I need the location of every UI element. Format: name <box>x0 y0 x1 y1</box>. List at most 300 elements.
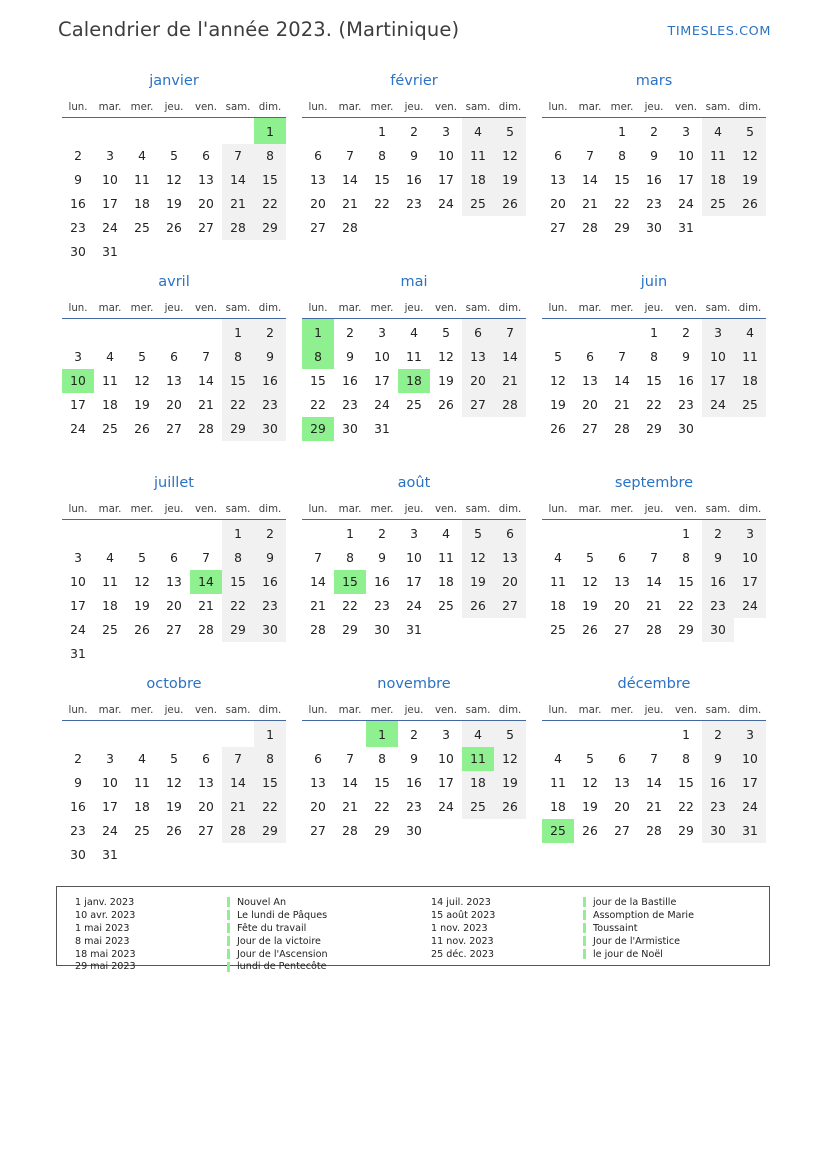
holiday-day-cell[interactable]: 1 <box>302 318 334 345</box>
day-cell[interactable]: 11 <box>734 345 766 369</box>
day-cell[interactable]: 11 <box>406 349 422 364</box>
holiday-day-cell[interactable]: 1 <box>254 117 286 144</box>
day-cell[interactable]: 12 <box>550 373 566 388</box>
day-cell[interactable]: 20 <box>462 369 494 393</box>
day-cell[interactable]: 26 <box>494 795 526 819</box>
day-cell[interactable]: 3 <box>106 148 114 163</box>
day-cell[interactable]: 21 <box>310 598 326 613</box>
holiday-day-cell[interactable]: 10 <box>62 369 94 393</box>
day-cell[interactable]: 30 <box>374 622 390 637</box>
day-cell[interactable]: 10 <box>406 550 422 565</box>
day-cell[interactable]: 10 <box>70 574 86 589</box>
day-cell[interactable]: 7 <box>346 751 354 766</box>
day-cell[interactable]: 27 <box>614 622 630 637</box>
day-cell[interactable]: 10 <box>438 148 454 163</box>
day-cell[interactable]: 9 <box>702 747 734 771</box>
day-cell[interactable]: 23 <box>406 799 422 814</box>
day-cell[interactable]: 3 <box>734 720 766 747</box>
day-cell[interactable]: 10 <box>374 349 390 364</box>
day-cell[interactable]: 16 <box>342 373 358 388</box>
day-cell[interactable]: 7 <box>346 148 354 163</box>
day-cell[interactable]: 13 <box>614 775 630 790</box>
day-cell[interactable]: 17 <box>734 570 766 594</box>
day-cell[interactable]: 12 <box>734 144 766 168</box>
day-cell[interactable]: 9 <box>378 550 386 565</box>
day-cell[interactable]: 15 <box>678 574 694 589</box>
day-cell[interactable]: 28 <box>582 220 598 235</box>
day-cell[interactable]: 20 <box>614 799 630 814</box>
day-cell[interactable]: 9 <box>410 148 418 163</box>
day-cell[interactable]: 25 <box>102 622 118 637</box>
day-cell[interactable]: 7 <box>618 349 626 364</box>
day-cell[interactable]: 5 <box>170 148 178 163</box>
day-cell[interactable]: 14 <box>310 574 326 589</box>
day-cell[interactable]: 24 <box>102 220 118 235</box>
day-cell[interactable]: 24 <box>70 622 86 637</box>
day-cell[interactable]: 22 <box>310 397 326 412</box>
day-cell[interactable]: 21 <box>646 598 662 613</box>
day-cell[interactable]: 7 <box>222 144 254 168</box>
day-cell[interactable]: 5 <box>138 550 146 565</box>
day-cell[interactable]: 19 <box>438 373 454 388</box>
day-cell[interactable]: 28 <box>310 622 326 637</box>
day-cell[interactable]: 29 <box>374 823 390 838</box>
day-cell[interactable]: 19 <box>582 598 598 613</box>
day-cell[interactable]: 27 <box>198 823 214 838</box>
day-cell[interactable]: 6 <box>462 318 494 345</box>
day-cell[interactable]: 10 <box>702 345 734 369</box>
day-cell[interactable]: 6 <box>554 148 562 163</box>
day-cell[interactable]: 20 <box>166 598 182 613</box>
day-cell[interactable]: 23 <box>678 397 694 412</box>
day-cell[interactable]: 22 <box>374 196 390 211</box>
day-cell[interactable]: 17 <box>102 799 118 814</box>
day-cell[interactable]: 9 <box>74 172 82 187</box>
day-cell[interactable]: 20 <box>494 570 526 594</box>
day-cell[interactable]: 12 <box>582 775 598 790</box>
day-cell[interactable]: 2 <box>346 325 354 340</box>
day-cell[interactable]: 17 <box>406 574 422 589</box>
day-cell[interactable]: 3 <box>442 727 450 742</box>
day-cell[interactable]: 2 <box>410 124 418 139</box>
day-cell[interactable]: 27 <box>550 220 566 235</box>
day-cell[interactable]: 7 <box>650 751 658 766</box>
day-cell[interactable]: 15 <box>254 771 286 795</box>
day-cell[interactable]: 1 <box>682 526 690 541</box>
day-cell[interactable]: 8 <box>378 751 386 766</box>
day-cell[interactable]: 11 <box>134 172 150 187</box>
day-cell[interactable]: 19 <box>582 799 598 814</box>
day-cell[interactable]: 9 <box>410 751 418 766</box>
day-cell[interactable]: 28 <box>198 622 214 637</box>
day-cell[interactable]: 23 <box>374 598 390 613</box>
day-cell[interactable]: 19 <box>550 397 566 412</box>
day-cell[interactable]: 2 <box>74 751 82 766</box>
day-cell[interactable]: 24 <box>734 594 766 618</box>
day-cell[interactable]: 26 <box>134 622 150 637</box>
day-cell[interactable]: 9 <box>682 349 690 364</box>
day-cell[interactable]: 25 <box>702 192 734 216</box>
day-cell[interactable]: 27 <box>310 823 326 838</box>
day-cell[interactable]: 12 <box>166 172 182 187</box>
day-cell[interactable]: 23 <box>646 196 662 211</box>
day-cell[interactable]: 7 <box>494 318 526 345</box>
day-cell[interactable]: 27 <box>166 622 182 637</box>
day-cell[interactable]: 15 <box>678 775 694 790</box>
day-cell[interactable]: 29 <box>614 220 630 235</box>
day-cell[interactable]: 15 <box>646 373 662 388</box>
day-cell[interactable]: 10 <box>678 148 694 163</box>
day-cell[interactable]: 27 <box>166 421 182 436</box>
day-cell[interactable]: 24 <box>678 196 694 211</box>
day-cell[interactable]: 30 <box>70 244 86 259</box>
day-cell[interactable]: 21 <box>198 397 214 412</box>
day-cell[interactable]: 15 <box>254 168 286 192</box>
day-cell[interactable]: 2 <box>254 318 286 345</box>
holiday-day-cell[interactable]: 14 <box>190 570 222 594</box>
day-cell[interactable]: 4 <box>410 325 418 340</box>
holiday-day-cell[interactable]: 8 <box>302 345 334 369</box>
day-cell[interactable]: 14 <box>222 771 254 795</box>
day-cell[interactable]: 7 <box>314 550 322 565</box>
day-cell[interactable]: 15 <box>310 373 326 388</box>
day-cell[interactable]: 18 <box>550 598 566 613</box>
day-cell[interactable]: 31 <box>406 622 422 637</box>
day-cell[interactable]: 28 <box>494 393 526 417</box>
day-cell[interactable]: 7 <box>586 148 594 163</box>
day-cell[interactable]: 6 <box>170 550 178 565</box>
day-cell[interactable]: 20 <box>550 196 566 211</box>
day-cell[interactable]: 23 <box>70 220 86 235</box>
day-cell[interactable]: 28 <box>614 421 630 436</box>
day-cell[interactable]: 13 <box>462 345 494 369</box>
day-cell[interactable]: 28 <box>342 823 358 838</box>
day-cell[interactable]: 11 <box>134 775 150 790</box>
day-cell[interactable]: 25 <box>550 622 566 637</box>
day-cell[interactable]: 23 <box>702 795 734 819</box>
day-cell[interactable]: 9 <box>74 775 82 790</box>
day-cell[interactable]: 21 <box>494 369 526 393</box>
day-cell[interactable]: 12 <box>134 373 150 388</box>
day-cell[interactable]: 5 <box>494 720 526 747</box>
day-cell[interactable]: 21 <box>614 397 630 412</box>
day-cell[interactable]: 20 <box>166 397 182 412</box>
day-cell[interactable]: 15 <box>614 172 630 187</box>
day-cell[interactable]: 21 <box>342 196 358 211</box>
day-cell[interactable]: 12 <box>438 349 454 364</box>
day-cell[interactable]: 3 <box>682 124 690 139</box>
day-cell[interactable]: 22 <box>222 594 254 618</box>
day-cell[interactable]: 3 <box>74 550 82 565</box>
day-cell[interactable]: 6 <box>170 349 178 364</box>
day-cell[interactable]: 22 <box>646 397 662 412</box>
day-cell[interactable]: 10 <box>102 172 118 187</box>
day-cell[interactable]: 5 <box>442 325 450 340</box>
day-cell[interactable]: 14 <box>646 574 662 589</box>
day-cell[interactable]: 7 <box>202 349 210 364</box>
day-cell[interactable]: 4 <box>554 550 562 565</box>
day-cell[interactable]: 27 <box>198 220 214 235</box>
day-cell[interactable]: 3 <box>442 124 450 139</box>
day-cell[interactable]: 14 <box>646 775 662 790</box>
day-cell[interactable]: 14 <box>494 345 526 369</box>
day-cell[interactable]: 24 <box>406 598 422 613</box>
day-cell[interactable]: 18 <box>438 574 454 589</box>
day-cell[interactable]: 20 <box>582 397 598 412</box>
day-cell[interactable]: 22 <box>374 799 390 814</box>
day-cell[interactable]: 25 <box>102 421 118 436</box>
day-cell[interactable]: 4 <box>442 526 450 541</box>
day-cell[interactable]: 13 <box>198 172 214 187</box>
day-cell[interactable]: 5 <box>494 117 526 144</box>
day-cell[interactable]: 30 <box>702 819 734 843</box>
day-cell[interactable]: 3 <box>106 751 114 766</box>
day-cell[interactable]: 3 <box>702 318 734 345</box>
holiday-day-cell[interactable]: 25 <box>542 819 574 843</box>
day-cell[interactable]: 17 <box>70 397 86 412</box>
day-cell[interactable]: 19 <box>134 598 150 613</box>
day-cell[interactable]: 8 <box>682 751 690 766</box>
day-cell[interactable]: 28 <box>222 216 254 240</box>
day-cell[interactable]: 20 <box>310 799 326 814</box>
day-cell[interactable]: 30 <box>702 618 734 642</box>
day-cell[interactable]: 9 <box>702 546 734 570</box>
day-cell[interactable]: 9 <box>346 349 354 364</box>
day-cell[interactable]: 18 <box>134 196 150 211</box>
day-cell[interactable]: 22 <box>254 795 286 819</box>
day-cell[interactable]: 15 <box>374 775 390 790</box>
day-cell[interactable]: 7 <box>202 550 210 565</box>
day-cell[interactable]: 14 <box>342 172 358 187</box>
day-cell[interactable]: 4 <box>106 550 114 565</box>
day-cell[interactable]: 1 <box>346 526 354 541</box>
day-cell[interactable]: 15 <box>374 172 390 187</box>
day-cell[interactable]: 16 <box>702 771 734 795</box>
day-cell[interactable]: 16 <box>702 570 734 594</box>
day-cell[interactable]: 10 <box>734 747 766 771</box>
day-cell[interactable]: 19 <box>134 397 150 412</box>
day-cell[interactable]: 16 <box>254 570 286 594</box>
day-cell[interactable]: 23 <box>342 397 358 412</box>
day-cell[interactable]: 18 <box>462 771 494 795</box>
day-cell[interactable]: 2 <box>378 526 386 541</box>
day-cell[interactable]: 8 <box>682 550 690 565</box>
day-cell[interactable]: 24 <box>438 799 454 814</box>
day-cell[interactable]: 14 <box>198 373 214 388</box>
day-cell[interactable]: 21 <box>646 799 662 814</box>
day-cell[interactable]: 5 <box>462 519 494 546</box>
day-cell[interactable]: 16 <box>70 799 86 814</box>
day-cell[interactable]: 18 <box>462 168 494 192</box>
day-cell[interactable]: 21 <box>342 799 358 814</box>
day-cell[interactable]: 22 <box>614 196 630 211</box>
day-cell[interactable]: 13 <box>614 574 630 589</box>
day-cell[interactable]: 3 <box>378 325 386 340</box>
day-cell[interactable]: 13 <box>166 574 182 589</box>
day-cell[interactable]: 30 <box>646 220 662 235</box>
day-cell[interactable]: 14 <box>614 373 630 388</box>
day-cell[interactable]: 17 <box>734 771 766 795</box>
day-cell[interactable]: 5 <box>586 550 594 565</box>
day-cell[interactable]: 5 <box>170 751 178 766</box>
day-cell[interactable]: 8 <box>222 546 254 570</box>
day-cell[interactable]: 18 <box>734 369 766 393</box>
day-cell[interactable]: 17 <box>702 369 734 393</box>
day-cell[interactable]: 26 <box>550 421 566 436</box>
holiday-day-cell[interactable]: 29 <box>302 417 334 441</box>
day-cell[interactable]: 6 <box>202 148 210 163</box>
day-cell[interactable]: 17 <box>102 196 118 211</box>
day-cell[interactable]: 20 <box>198 196 214 211</box>
holiday-day-cell[interactable]: 1 <box>366 720 398 747</box>
day-cell[interactable]: 12 <box>134 574 150 589</box>
day-cell[interactable]: 1 <box>618 124 626 139</box>
holiday-day-cell[interactable]: 18 <box>398 369 430 393</box>
day-cell[interactable]: 29 <box>678 622 694 637</box>
day-cell[interactable]: 21 <box>582 196 598 211</box>
day-cell[interactable]: 4 <box>462 720 494 747</box>
day-cell[interactable]: 12 <box>494 747 526 771</box>
day-cell[interactable]: 19 <box>734 168 766 192</box>
day-cell[interactable]: 11 <box>438 550 454 565</box>
day-cell[interactable]: 24 <box>102 823 118 838</box>
day-cell[interactable]: 20 <box>198 799 214 814</box>
day-cell[interactable]: 8 <box>650 349 658 364</box>
day-cell[interactable]: 11 <box>462 144 494 168</box>
day-cell[interactable]: 12 <box>166 775 182 790</box>
day-cell[interactable]: 5 <box>554 349 562 364</box>
day-cell[interactable]: 30 <box>406 823 422 838</box>
day-cell[interactable]: 11 <box>550 775 566 790</box>
day-cell[interactable]: 17 <box>70 598 86 613</box>
day-cell[interactable]: 12 <box>462 546 494 570</box>
day-cell[interactable]: 31 <box>70 646 86 661</box>
day-cell[interactable]: 13 <box>310 172 326 187</box>
day-cell[interactable]: 2 <box>650 124 658 139</box>
day-cell[interactable]: 2 <box>74 148 82 163</box>
day-cell[interactable]: 14 <box>222 168 254 192</box>
day-cell[interactable]: 17 <box>438 172 454 187</box>
day-cell[interactable]: 30 <box>254 618 286 642</box>
day-cell[interactable]: 29 <box>254 819 286 843</box>
day-cell[interactable]: 16 <box>374 574 390 589</box>
day-cell[interactable]: 13 <box>550 172 566 187</box>
day-cell[interactable]: 22 <box>678 598 694 613</box>
day-cell[interactable]: 29 <box>222 618 254 642</box>
holiday-day-cell[interactable]: 11 <box>462 747 494 771</box>
day-cell[interactable]: 13 <box>310 775 326 790</box>
day-cell[interactable]: 20 <box>310 196 326 211</box>
day-cell[interactable]: 24 <box>70 421 86 436</box>
day-cell[interactable]: 7 <box>650 550 658 565</box>
day-cell[interactable]: 7 <box>222 747 254 771</box>
day-cell[interactable]: 31 <box>102 847 118 862</box>
day-cell[interactable]: 6 <box>618 550 626 565</box>
day-cell[interactable]: 26 <box>134 421 150 436</box>
day-cell[interactable]: 8 <box>254 747 286 771</box>
day-cell[interactable]: 2 <box>702 519 734 546</box>
day-cell[interactable]: 22 <box>254 192 286 216</box>
day-cell[interactable]: 27 <box>614 823 630 838</box>
day-cell[interactable]: 28 <box>646 622 662 637</box>
day-cell[interactable]: 15 <box>222 570 254 594</box>
day-cell[interactable]: 19 <box>494 168 526 192</box>
day-cell[interactable]: 25 <box>462 192 494 216</box>
day-cell[interactable]: 23 <box>254 594 286 618</box>
day-cell[interactable]: 8 <box>346 550 354 565</box>
day-cell[interactable]: 2 <box>254 519 286 546</box>
day-cell[interactable]: 31 <box>374 421 390 436</box>
day-cell[interactable]: 24 <box>374 397 390 412</box>
day-cell[interactable]: 2 <box>682 325 690 340</box>
day-cell[interactable]: 13 <box>494 546 526 570</box>
day-cell[interactable]: 8 <box>222 345 254 369</box>
day-cell[interactable]: 1 <box>682 727 690 742</box>
day-cell[interactable]: 29 <box>342 622 358 637</box>
day-cell[interactable]: 3 <box>74 349 82 364</box>
day-cell[interactable]: 2 <box>702 720 734 747</box>
day-cell[interactable]: 5 <box>734 117 766 144</box>
day-cell[interactable]: 5 <box>586 751 594 766</box>
day-cell[interactable]: 28 <box>222 819 254 843</box>
day-cell[interactable]: 19 <box>166 799 182 814</box>
day-cell[interactable]: 22 <box>342 598 358 613</box>
day-cell[interactable]: 15 <box>222 369 254 393</box>
day-cell[interactable]: 4 <box>554 751 562 766</box>
day-cell[interactable]: 12 <box>582 574 598 589</box>
day-cell[interactable]: 29 <box>254 216 286 240</box>
site-brand-link[interactable]: TIMESLES.COM <box>667 24 771 39</box>
day-cell[interactable]: 11 <box>102 574 118 589</box>
day-cell[interactable]: 18 <box>134 799 150 814</box>
day-cell[interactable]: 19 <box>494 771 526 795</box>
day-cell[interactable]: 17 <box>678 172 694 187</box>
day-cell[interactable]: 23 <box>254 393 286 417</box>
day-cell[interactable]: 21 <box>222 192 254 216</box>
day-cell[interactable]: 27 <box>582 421 598 436</box>
day-cell[interactable]: 10 <box>438 751 454 766</box>
day-cell[interactable]: 2 <box>410 727 418 742</box>
day-cell[interactable]: 26 <box>734 192 766 216</box>
day-cell[interactable]: 8 <box>618 148 626 163</box>
day-cell[interactable]: 4 <box>462 117 494 144</box>
day-cell[interactable]: 30 <box>678 421 694 436</box>
day-cell[interactable]: 29 <box>678 823 694 838</box>
day-cell[interactable]: 26 <box>582 622 598 637</box>
day-cell[interactable]: 11 <box>702 144 734 168</box>
day-cell[interactable]: 25 <box>438 598 454 613</box>
day-cell[interactable]: 4 <box>138 148 146 163</box>
day-cell[interactable]: 18 <box>102 598 118 613</box>
day-cell[interactable]: 26 <box>166 220 182 235</box>
day-cell[interactable]: 24 <box>702 393 734 417</box>
day-cell[interactable]: 11 <box>102 373 118 388</box>
day-cell[interactable]: 29 <box>646 421 662 436</box>
day-cell[interactable]: 10 <box>734 546 766 570</box>
holiday-day-cell[interactable]: 15 <box>334 570 366 594</box>
day-cell[interactable]: 1 <box>378 124 386 139</box>
day-cell[interactable]: 12 <box>494 144 526 168</box>
day-cell[interactable]: 22 <box>222 393 254 417</box>
day-cell[interactable]: 14 <box>582 172 598 187</box>
day-cell[interactable]: 28 <box>342 220 358 235</box>
day-cell[interactable]: 16 <box>254 369 286 393</box>
day-cell[interactable]: 16 <box>406 775 422 790</box>
day-cell[interactable]: 27 <box>310 220 326 235</box>
day-cell[interactable]: 26 <box>582 823 598 838</box>
day-cell[interactable]: 19 <box>166 196 182 211</box>
day-cell[interactable]: 6 <box>618 751 626 766</box>
